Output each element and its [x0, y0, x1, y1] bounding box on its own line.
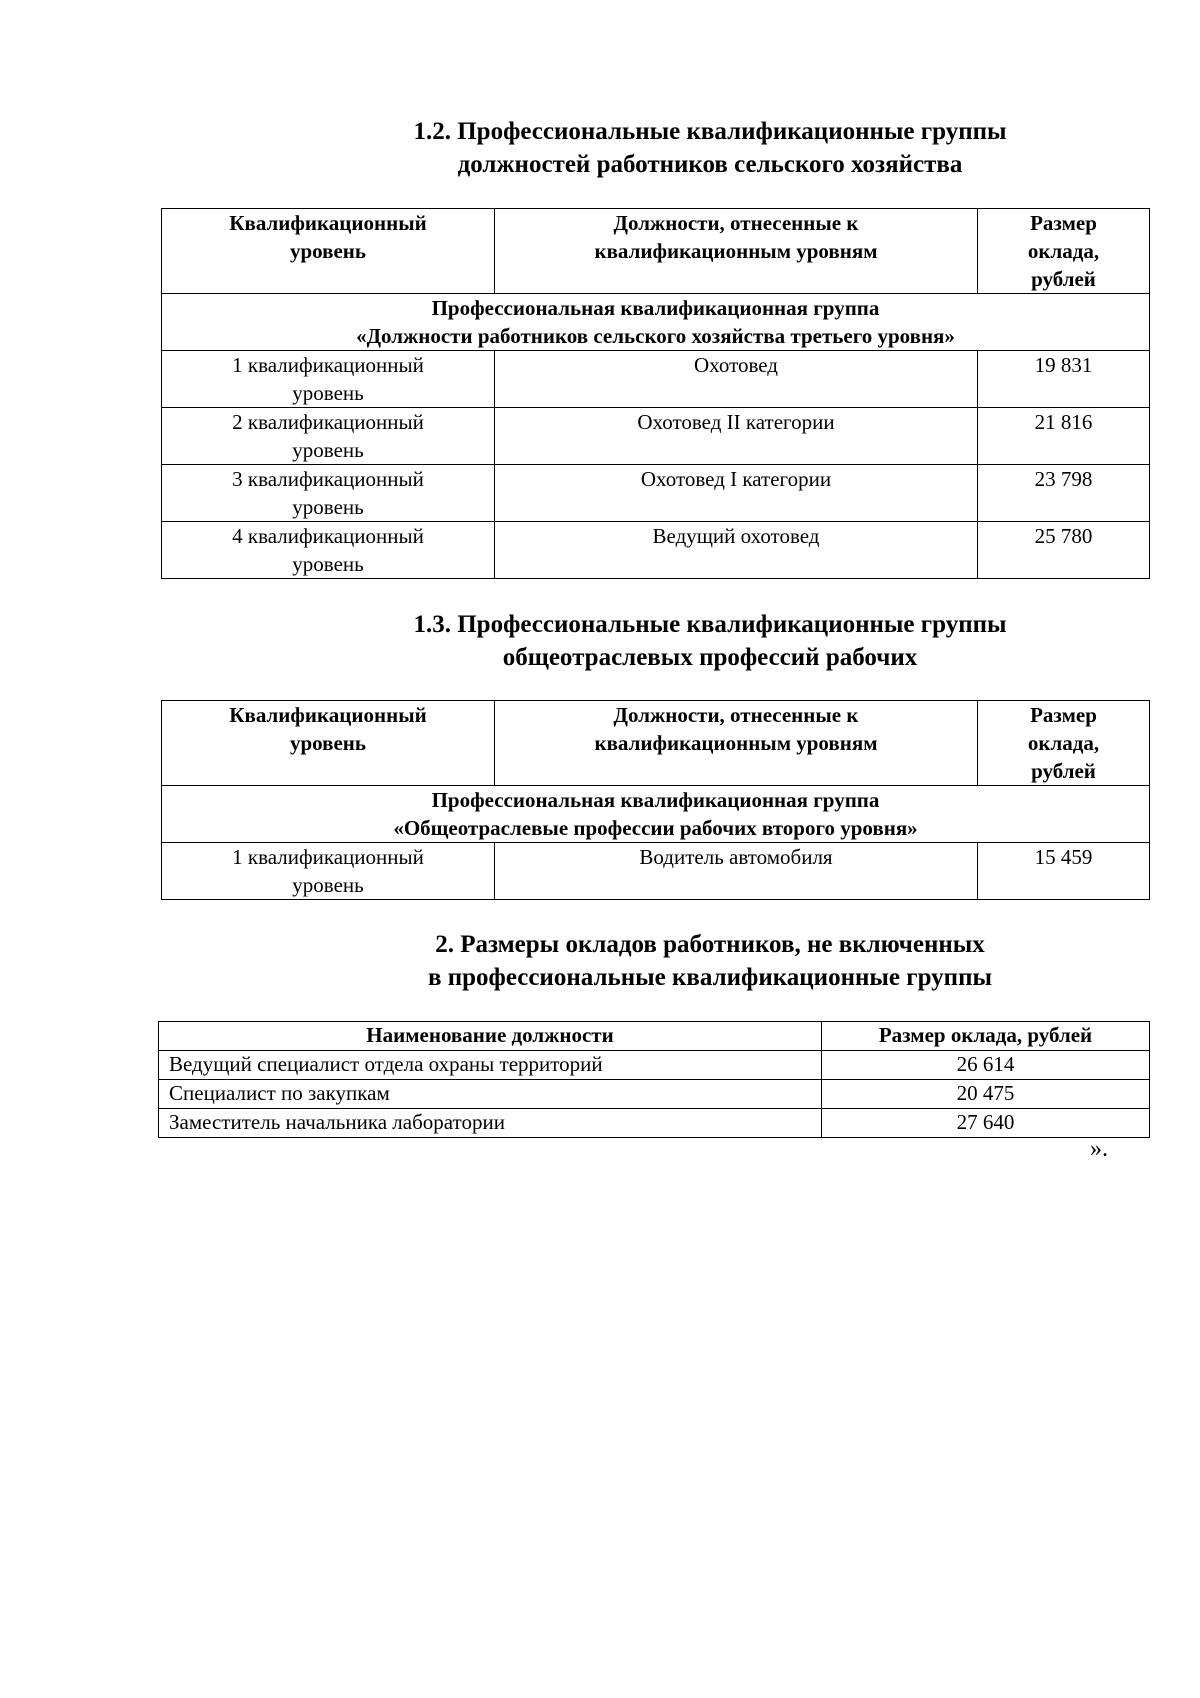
group-row: [162, 786, 1150, 843]
header-level: Квалификационный уровень: [162, 701, 495, 786]
table-row: [162, 351, 1150, 408]
table-row: [159, 1051, 1150, 1080]
header-positions: Должности, отнесенные к квалификационным уровням: [495, 701, 978, 786]
level-cell: 1 квалификационный уровень: [162, 843, 495, 900]
position-cell: Охотовед II категории: [495, 408, 978, 465]
group-name: Профессиональная квалификационная группа «Общеотраслевые профессии рабочих второго уровня»: [162, 786, 1150, 843]
position-cell: Охотовед I категории: [495, 465, 978, 522]
table-header-row: [159, 1022, 1150, 1051]
header-salary: Размер оклада, рублей: [978, 701, 1150, 786]
table-section-1-3: [161, 700, 1150, 900]
position-cell: Специалист по закупкам: [159, 1080, 822, 1109]
position-cell: Водитель автомобиля: [495, 843, 978, 900]
level-cell: 2 квалификационный уровень: [162, 408, 495, 465]
closing-quote: ».: [1090, 1136, 1108, 1162]
table-row: [159, 1109, 1150, 1138]
table-header-row: [162, 701, 1150, 786]
table-section-1-2: [161, 208, 1150, 579]
level-cell: 1 квалификационный уровень: [162, 351, 495, 408]
salary-cell: 15 459: [978, 843, 1150, 900]
header-salary: Размер оклада, рублей: [822, 1022, 1150, 1051]
salary-cell: 26 614: [822, 1051, 1150, 1080]
table-row: [159, 1080, 1150, 1109]
header-position-name: Наименование должности: [159, 1022, 822, 1051]
group-row: [162, 294, 1150, 351]
section-1-3-title: 1.3. Профессиональные квалификационные группы общеотраслевых профессий рабочих: [413, 611, 1007, 671]
salary-cell: 21 816: [978, 408, 1150, 465]
salary-cell: 23 798: [978, 465, 1150, 522]
table-row: [162, 522, 1150, 579]
group-name: Профессиональная квалификационная группа «Должности работников сельского хозяйства третьего уровня»: [162, 294, 1150, 351]
salary-cell: 19 831: [978, 351, 1150, 408]
table-section-2: [158, 1021, 1150, 1138]
position-cell: Заместитель начальника лаборатории: [159, 1109, 822, 1138]
level-cell: 3 квалификационный уровень: [162, 465, 495, 522]
header-level: Квалификационный уровень: [162, 209, 495, 294]
position-cell: Ведущий охотовед: [495, 522, 978, 579]
position-cell: Охотовед: [495, 351, 978, 408]
header-salary: Размер оклада, рублей: [978, 209, 1150, 294]
table-header-row: [162, 209, 1150, 294]
section-1-2-title: 1.2. Профессиональные квалификационные группы должностей работников сельского хозяйства: [413, 118, 1007, 178]
salary-cell: 25 780: [978, 522, 1150, 579]
section-2-title: 2. Размеры окладов работников, не включенных в профессиональные квалификационные группы: [427, 931, 992, 991]
level-cell: 4 квалификационный уровень: [162, 522, 495, 579]
position-cell: Ведущий специалист отдела охраны территорий: [159, 1051, 822, 1080]
salary-cell: 20 475: [822, 1080, 1150, 1109]
table-row: [162, 843, 1150, 900]
header-positions: Должности, отнесенные к квалификационным уровням: [495, 209, 978, 294]
table-row: [162, 408, 1150, 465]
salary-cell: 27 640: [822, 1109, 1150, 1138]
table-row: [162, 465, 1150, 522]
